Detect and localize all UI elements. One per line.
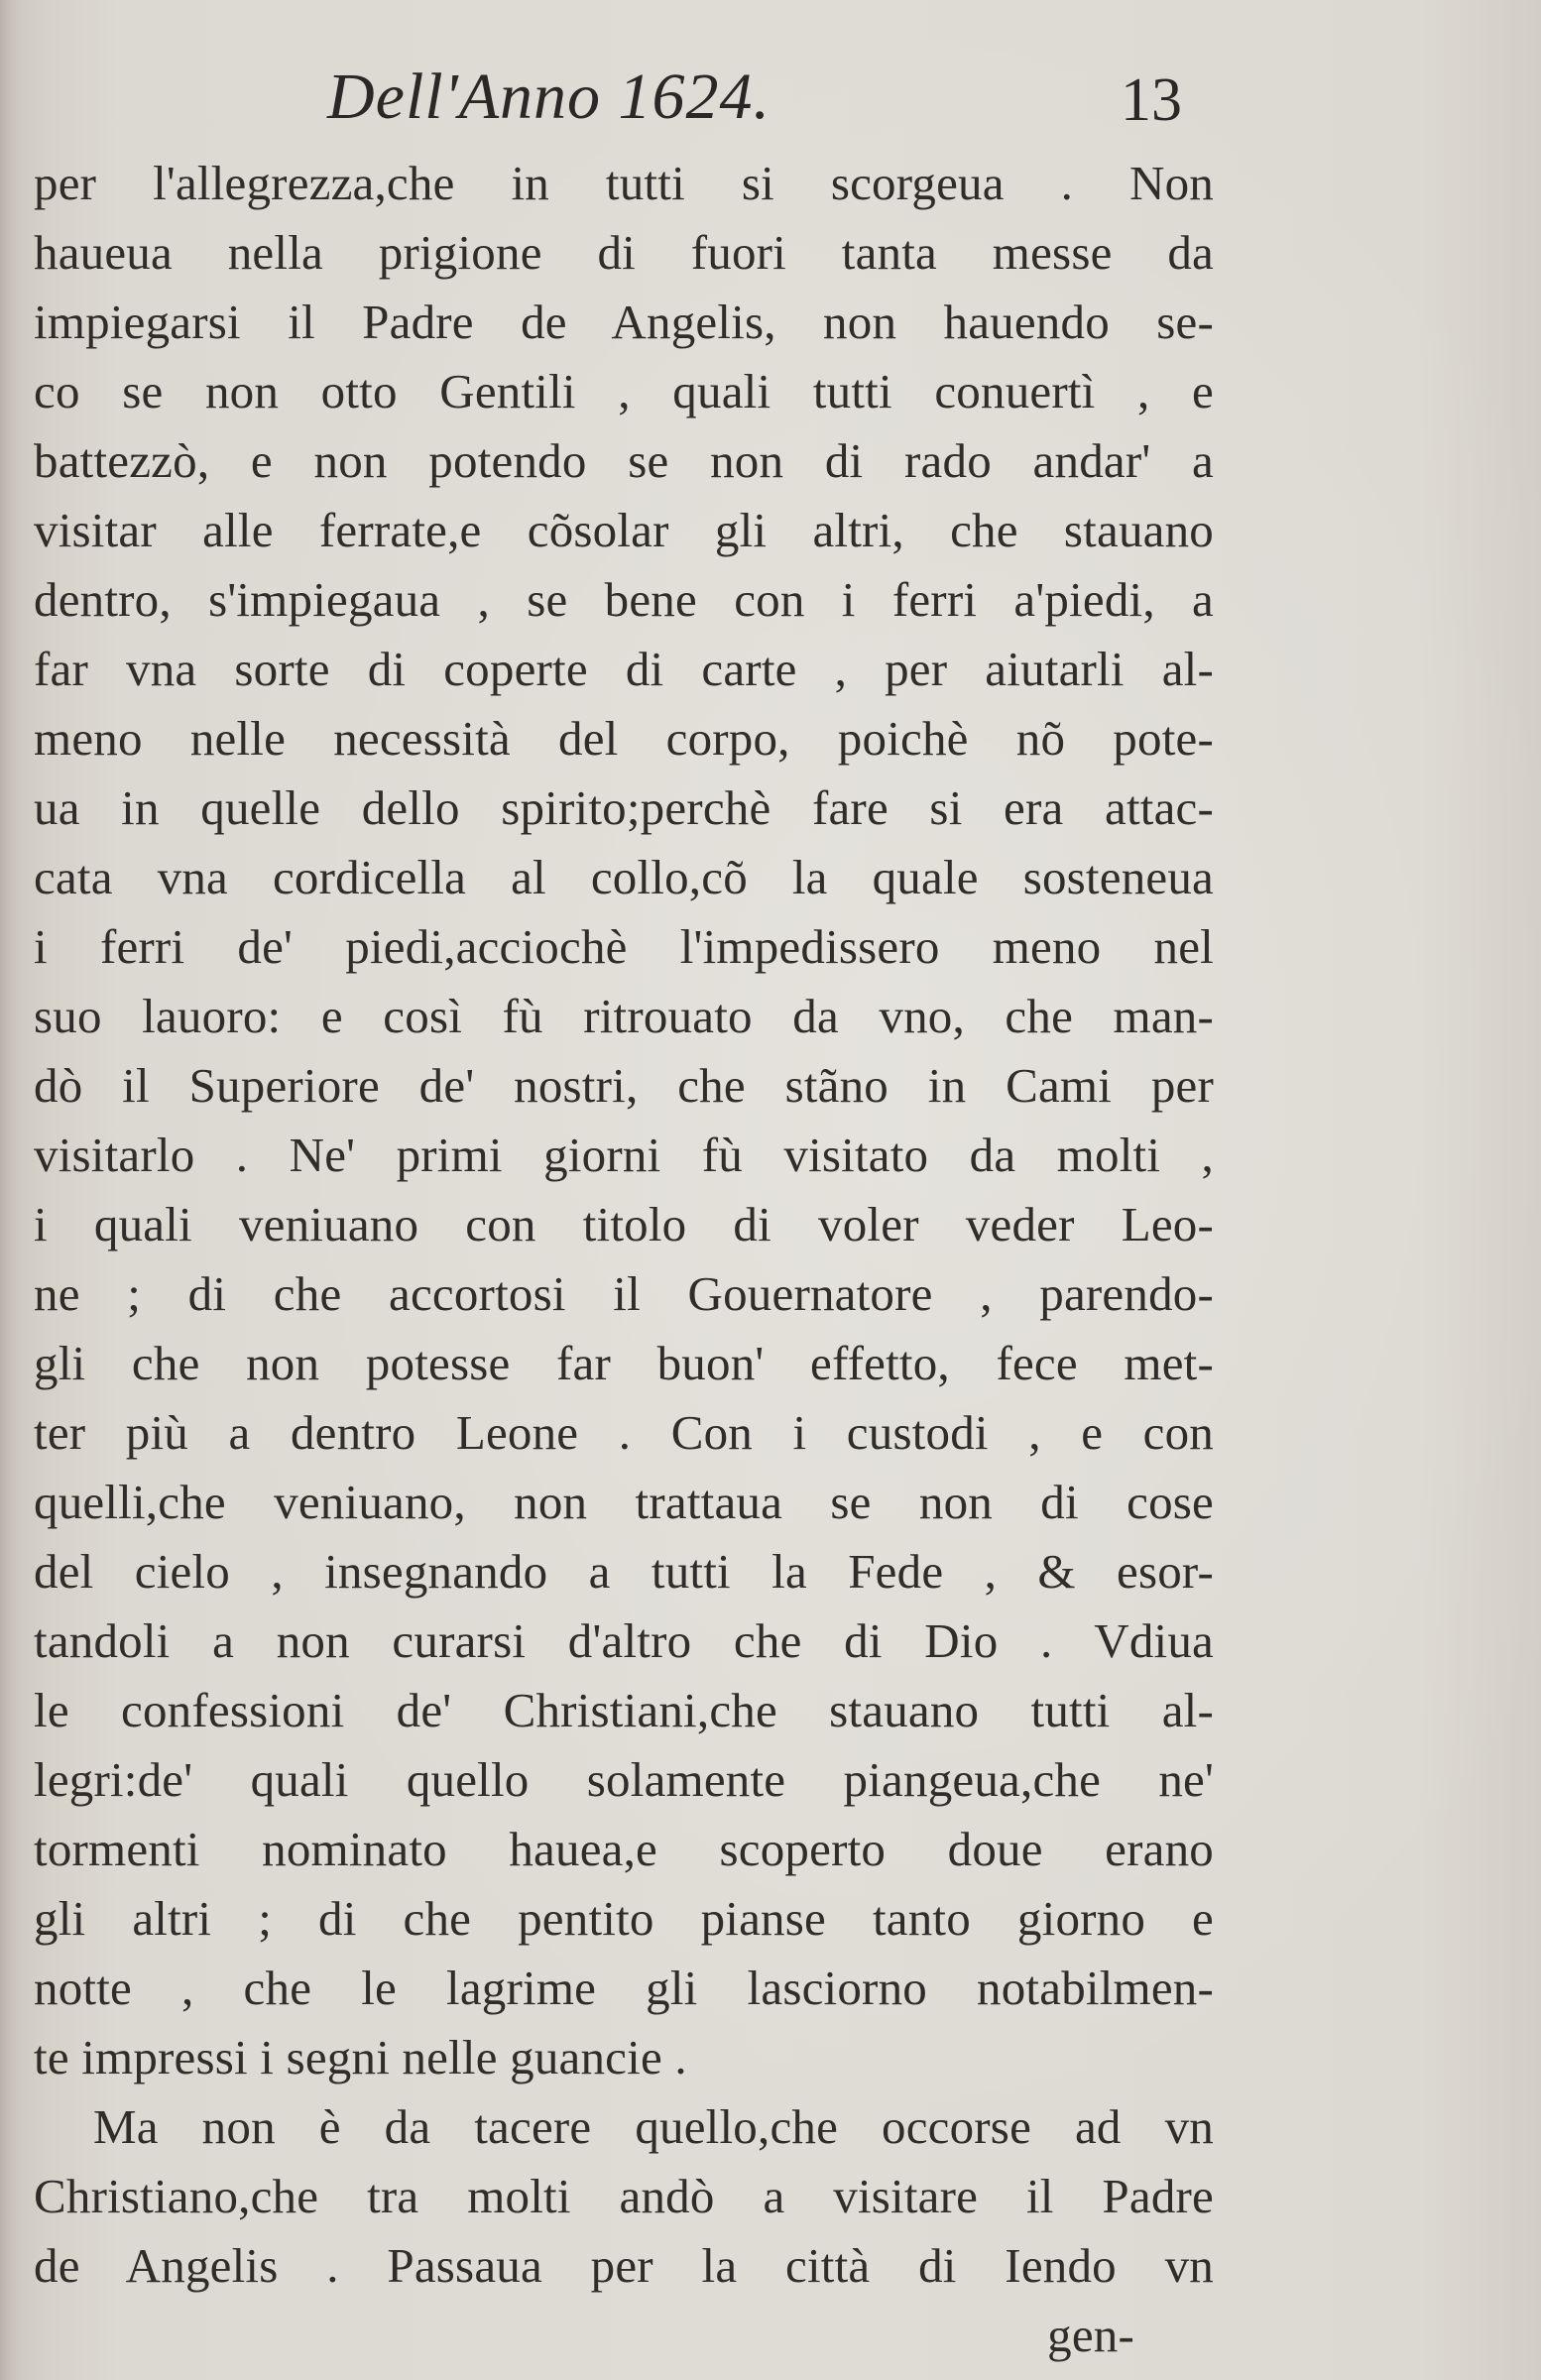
text-line: visitarlo . Ne' primi giorni fù visitato da molti , bbox=[34, 1128, 1214, 1182]
text-line: del cielo , insegnando a tutti la Fede , & esor- bbox=[34, 1544, 1214, 1599]
text-line: suo lauoro: e così fù ritrouato da vno, che man- bbox=[34, 989, 1214, 1043]
body-text bbox=[34, 149, 1214, 2370]
text-line: dò il Superiore de' nostri, che stãno in Cami per bbox=[34, 1058, 1214, 1113]
text-line: battezzò, e non potendo se non di rado andar' a bbox=[34, 433, 1214, 488]
text-line: tandoli a non curarsi d'altro che di Dio . Vdiua bbox=[34, 1613, 1214, 1668]
catchword: gen- bbox=[1047, 2308, 1134, 2362]
text-line: gli che non potesse far buon' effetto, fece met- bbox=[34, 1336, 1214, 1390]
text-line: quelli,che veniuano, non trattaua se non di cose bbox=[34, 1475, 1214, 1529]
text-line: i ferri de' piedi,acciochè l'impedissero meno nel bbox=[34, 919, 1214, 974]
text-line: cata vna cordicella al collo,cõ la quale sosteneua bbox=[34, 850, 1214, 904]
text-line: impiegarsi il Padre de Angelis, non hauendo se- bbox=[34, 295, 1214, 349]
page-gutter-shadow bbox=[0, 0, 22, 2380]
text-line: per l'allegrezza,che in tutti si scorgeua . Non bbox=[34, 156, 1214, 210]
running-head: Dell'Anno 1624. bbox=[327, 60, 771, 133]
text-line: le confessioni de' Christiani,che stauano tutti al- bbox=[34, 1683, 1214, 1737]
text-line: notte , che le lagrime gli lasciorno notabilmen- bbox=[34, 1961, 1214, 2015]
page-header bbox=[0, 52, 1541, 141]
text-line: i quali veniuano con titolo di voler veder Leo- bbox=[34, 1197, 1214, 1251]
text-line: ne ; di che accortosi il Gouernatore , parendo- bbox=[34, 1266, 1214, 1321]
paragraph-end-line: te impressi i segni nelle guancie . bbox=[34, 2030, 687, 2084]
text-line: far vna sorte di coperte di carte , per aiutarli al- bbox=[34, 642, 1214, 696]
page-number: 13 bbox=[1121, 66, 1182, 134]
text-line: de Angelis . Passaua per la città di Iendo vn bbox=[34, 2238, 1214, 2293]
paragraph-start-line: Ma non è da tacere quello,che occorse ad vn bbox=[93, 2099, 1214, 2154]
text-line: co se non otto Gentili , quali tutti conuertì , e bbox=[34, 364, 1214, 418]
text-line: ua in quelle dello spirito;perchè fare si era attac- bbox=[34, 780, 1214, 835]
text-line: visitar alle ferrate,e cõsolar gli altri, che stauano bbox=[34, 503, 1214, 557]
text-line: tormenti nominato hauea,e scoperto doue erano bbox=[34, 1822, 1214, 1876]
text-line: ter più a dentro Leone . Con i custodi , e con bbox=[34, 1405, 1214, 1460]
text-line: meno nelle necessità del corpo, poichè nõ pote- bbox=[34, 711, 1214, 766]
text-line: dentro, s'impiegaua , se bene con i ferri a'piedi, a bbox=[34, 572, 1214, 627]
text-line: Christiano,che tra molti andò a visitare il Padre bbox=[34, 2169, 1214, 2223]
text-line: gli altri ; di che pentito pianse tanto giorno e bbox=[34, 1891, 1214, 1946]
text-line: haueua nella prigione di fuori tanta messe da bbox=[34, 225, 1214, 280]
text-line: legri:de' quali quello solamente piangeua,che ne' bbox=[34, 1752, 1214, 1807]
